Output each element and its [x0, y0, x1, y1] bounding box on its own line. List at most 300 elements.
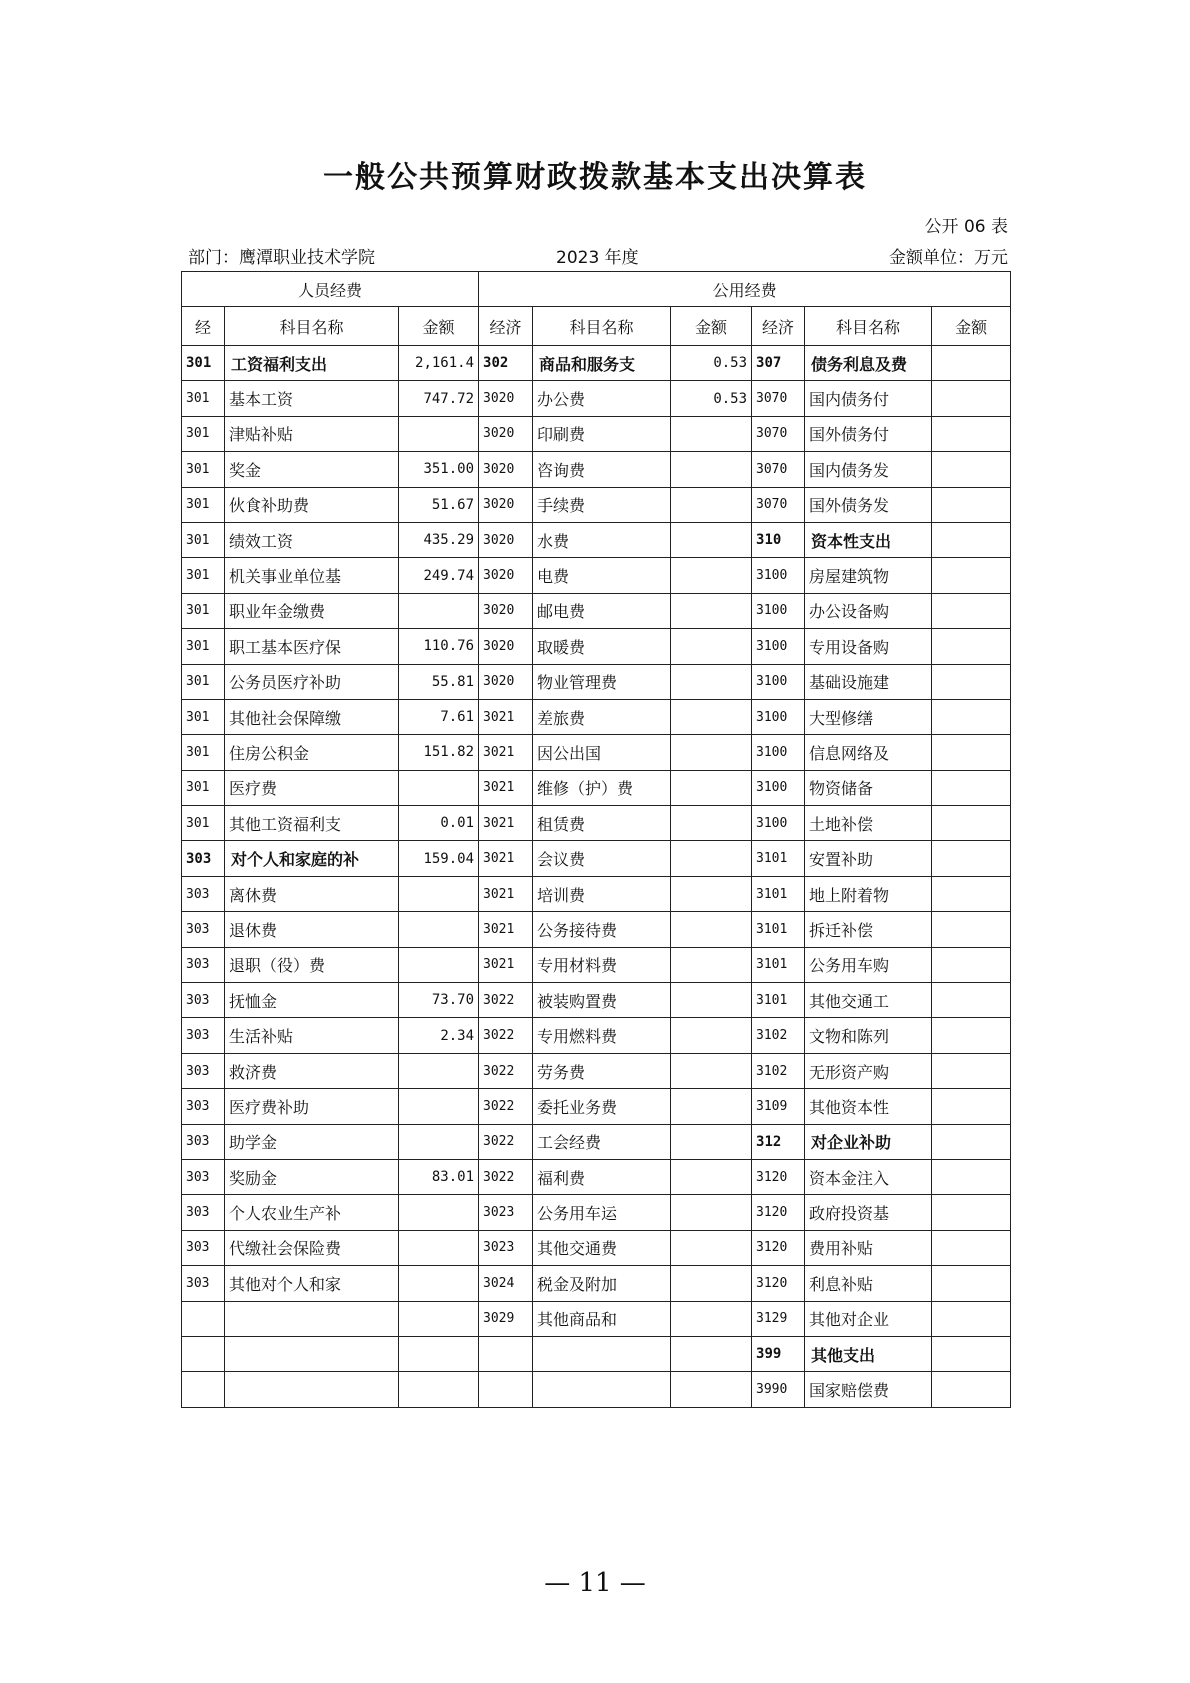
cell-name: 助学金 [225, 1124, 399, 1159]
cell-code: 301 [182, 806, 225, 841]
group-header-personnel: 人员经费 [182, 272, 479, 307]
cell-amount [671, 1336, 752, 1371]
cell-amount [399, 1195, 479, 1230]
cell-amount [932, 664, 1011, 699]
cell-amount [932, 735, 1011, 770]
cell-name: 其他对企业 [805, 1301, 932, 1336]
cell-name: 其他对个人和家 [225, 1266, 399, 1301]
cell-name: 文物和陈列 [805, 1018, 932, 1053]
page-title: 一般公共预算财政拨款基本支出决算表 [323, 160, 867, 195]
cell-name: 生活补贴 [225, 1018, 399, 1053]
cell-name: 基础设施建 [805, 664, 932, 699]
cell-amount [932, 1053, 1011, 1088]
cell-name: 土地补偿 [805, 806, 932, 841]
cell-code [182, 1301, 225, 1336]
cell-amount [671, 841, 752, 876]
table-row [182, 1372, 1011, 1407]
table-row [182, 416, 1011, 451]
cell-amount [399, 947, 479, 982]
cell-code [182, 1372, 225, 1407]
col-header-code: 经 [182, 307, 225, 346]
cell-amount: 73.70 [399, 983, 479, 1018]
cell-code: 3101 [752, 983, 805, 1018]
cell-amount [932, 1266, 1011, 1301]
cell-amount [932, 381, 1011, 416]
cell-name: 大型修缮 [805, 699, 932, 734]
cell-amount: 0.01 [399, 806, 479, 841]
table-row [182, 1301, 1011, 1336]
cell-name: 职业年金缴费 [225, 593, 399, 628]
cell-name: 费用补贴 [805, 1230, 932, 1265]
cell-name: 国外债务发 [805, 487, 932, 522]
cell-code: 3120 [752, 1230, 805, 1265]
table-row [182, 983, 1011, 1018]
col-header-amount: 金额 [671, 307, 752, 346]
cell-amount [399, 770, 479, 805]
cell-amount [932, 876, 1011, 911]
col-header-amount: 金额 [399, 307, 479, 346]
table-row [182, 876, 1011, 911]
cell-amount [932, 947, 1011, 982]
cell-code: 301 [182, 735, 225, 770]
cell-name: 资本性支出 [805, 522, 932, 557]
cell-code: 3101 [752, 947, 805, 982]
cell-amount [671, 1230, 752, 1265]
cell-name: 专用设备购 [805, 629, 932, 664]
cell-name: 医疗费补助 [225, 1089, 399, 1124]
cell-code: 3020 [479, 522, 533, 557]
cell-code: 302 [479, 346, 533, 381]
cell-amount [932, 1195, 1011, 1230]
cell-amount [671, 522, 752, 557]
cell-name: 维修（护）费 [533, 770, 671, 805]
cell-name: 其他交通费 [533, 1230, 671, 1265]
cell-amount: 151.82 [399, 735, 479, 770]
cell-amount [932, 770, 1011, 805]
cell-code: 3020 [479, 558, 533, 593]
cell-amount [932, 629, 1011, 664]
cell-amount [399, 416, 479, 451]
cell-name: 信息网络及 [805, 735, 932, 770]
cell-amount [671, 806, 752, 841]
expenditure-table [181, 271, 1011, 1408]
cell-amount: 2.34 [399, 1018, 479, 1053]
cell-name: 工会经费 [533, 1124, 671, 1159]
cell-name: 专用燃料费 [533, 1018, 671, 1053]
cell-code: 3021 [479, 735, 533, 770]
table-row [182, 1230, 1011, 1265]
cell-name: 物业管理费 [533, 664, 671, 699]
cell-code: 303 [182, 1230, 225, 1265]
cell-amount [399, 1266, 479, 1301]
cell-name: 离休费 [225, 876, 399, 911]
cell-code: 3020 [479, 381, 533, 416]
cell-code: 3100 [752, 664, 805, 699]
cell-name: 国外债务付 [805, 416, 932, 451]
cell-code: 3101 [752, 912, 805, 947]
cell-code: 3021 [479, 841, 533, 876]
cell-name: 手续费 [533, 487, 671, 522]
table-row [182, 1159, 1011, 1194]
cell-amount [671, 1053, 752, 1088]
cell-code: 303 [182, 1159, 225, 1194]
table-code: 公开 06 表 [924, 217, 1008, 237]
cell-code: 3120 [752, 1159, 805, 1194]
cell-code: 3021 [479, 912, 533, 947]
cell-name [225, 1336, 399, 1371]
cell-code: 3022 [479, 1159, 533, 1194]
cell-amount: 7.61 [399, 699, 479, 734]
cell-code: 310 [752, 522, 805, 557]
cell-code: 3022 [479, 1089, 533, 1124]
cell-amount [932, 1372, 1011, 1407]
cell-amount [932, 487, 1011, 522]
cell-name: 退职（役）费 [225, 947, 399, 982]
cell-name: 职工基本医疗保 [225, 629, 399, 664]
cell-amount: 747.72 [399, 381, 479, 416]
cell-amount [671, 1301, 752, 1336]
cell-name: 奖励金 [225, 1159, 399, 1194]
cell-code: 301 [182, 346, 225, 381]
cell-amount [671, 558, 752, 593]
cell-name [225, 1301, 399, 1336]
cell-code: 303 [182, 912, 225, 947]
cell-amount [932, 1230, 1011, 1265]
cell-code: 3020 [479, 593, 533, 628]
cell-code: 3020 [479, 664, 533, 699]
table-row [182, 522, 1011, 557]
cell-amount [671, 629, 752, 664]
cell-code: 3100 [752, 770, 805, 805]
table-row [182, 593, 1011, 628]
cell-code: 303 [182, 841, 225, 876]
cell-code [479, 1336, 533, 1371]
col-header-amount: 金额 [932, 307, 1011, 346]
cell-name: 商品和服务支 [533, 346, 671, 381]
table-row [182, 381, 1011, 416]
cell-code: 301 [182, 487, 225, 522]
cell-amount [932, 522, 1011, 557]
cell-amount [671, 1159, 752, 1194]
cell-amount [932, 1159, 1011, 1194]
cell-code: 303 [182, 1124, 225, 1159]
cell-amount [932, 416, 1011, 451]
cell-name: 差旅费 [533, 699, 671, 734]
cell-amount: 0.53 [671, 381, 752, 416]
cell-code: 3102 [752, 1053, 805, 1088]
cell-name: 劳务费 [533, 1053, 671, 1088]
table-row [182, 629, 1011, 664]
cell-name: 伙食补助费 [225, 487, 399, 522]
cell-code: 307 [752, 346, 805, 381]
cell-amount [932, 912, 1011, 947]
cell-name: 对个人和家庭的补 [225, 841, 399, 876]
cell-code: 3021 [479, 947, 533, 982]
cell-code: 3022 [479, 1053, 533, 1088]
cell-code: 301 [182, 416, 225, 451]
cell-name: 培训费 [533, 876, 671, 911]
cell-name: 国内债务付 [805, 381, 932, 416]
cell-amount [671, 1195, 752, 1230]
cell-code [182, 1336, 225, 1371]
cell-name: 其他支出 [805, 1336, 932, 1371]
cell-code: 301 [182, 593, 225, 628]
cell-name: 利息补贴 [805, 1266, 932, 1301]
cell-name: 对企业补助 [805, 1124, 932, 1159]
cell-code: 3021 [479, 770, 533, 805]
cell-code: 303 [182, 983, 225, 1018]
cell-amount: 351.00 [399, 452, 479, 487]
cell-name: 住房公积金 [225, 735, 399, 770]
cell-amount: 110.76 [399, 629, 479, 664]
cell-name: 医疗费 [225, 770, 399, 805]
cell-amount [399, 1124, 479, 1159]
cell-name [533, 1336, 671, 1371]
table-row [182, 1053, 1011, 1088]
cell-code: 3990 [752, 1372, 805, 1407]
cell-name: 其他工资福利支 [225, 806, 399, 841]
cell-amount [932, 346, 1011, 381]
cell-code: 301 [182, 558, 225, 593]
cell-code: 3070 [752, 487, 805, 522]
cell-amount [399, 1230, 479, 1265]
cell-name: 房屋建筑物 [805, 558, 932, 593]
col-header-code: 经济 [752, 307, 805, 346]
table-row [182, 1195, 1011, 1230]
cell-name: 邮电费 [533, 593, 671, 628]
cell-amount [671, 770, 752, 805]
cell-amount [671, 593, 752, 628]
cell-code: 399 [752, 1336, 805, 1371]
col-header-name: 科目名称 [533, 307, 671, 346]
cell-amount [671, 1089, 752, 1124]
table-row [182, 1124, 1011, 1159]
cell-amount [399, 1301, 479, 1336]
table-row [182, 947, 1011, 982]
cell-code: 301 [182, 699, 225, 734]
cell-code: 303 [182, 1018, 225, 1053]
cell-name [533, 1372, 671, 1407]
cell-code: 3021 [479, 876, 533, 911]
cell-amount [671, 699, 752, 734]
cell-amount [399, 593, 479, 628]
cell-name: 租赁费 [533, 806, 671, 841]
cell-amount [671, 947, 752, 982]
table-row [182, 558, 1011, 593]
cell-name: 奖金 [225, 452, 399, 487]
cell-name: 机关事业单位基 [225, 558, 399, 593]
cell-name: 抚恤金 [225, 983, 399, 1018]
cell-code: 3129 [752, 1301, 805, 1336]
cell-amount [399, 876, 479, 911]
cell-amount [399, 912, 479, 947]
cell-name: 因公出国 [533, 735, 671, 770]
cell-code: 303 [182, 1053, 225, 1088]
cell-code: 3021 [479, 806, 533, 841]
cell-code: 3101 [752, 876, 805, 911]
cell-name: 专用材料费 [533, 947, 671, 982]
cell-code: 3020 [479, 452, 533, 487]
cell-name: 办公设备购 [805, 593, 932, 628]
cell-code: 3100 [752, 806, 805, 841]
cell-code: 303 [182, 876, 225, 911]
cell-amount [671, 416, 752, 451]
cell-name: 拆迁补偿 [805, 912, 932, 947]
cell-amount [932, 1089, 1011, 1124]
cell-name: 被装购置费 [533, 983, 671, 1018]
cell-code: 3102 [752, 1018, 805, 1053]
cell-amount [932, 558, 1011, 593]
cell-amount [671, 983, 752, 1018]
cell-code: 3070 [752, 452, 805, 487]
cell-code: 3020 [479, 416, 533, 451]
cell-code: 301 [182, 522, 225, 557]
col-header-name: 科目名称 [805, 307, 932, 346]
table-row [182, 346, 1011, 381]
cell-name: 代缴社会保险费 [225, 1230, 399, 1265]
cell-code: 3100 [752, 699, 805, 734]
table-row [182, 699, 1011, 734]
cell-name: 水费 [533, 522, 671, 557]
cell-code: 3023 [479, 1195, 533, 1230]
cell-code: 3024 [479, 1266, 533, 1301]
cell-name: 福利费 [533, 1159, 671, 1194]
cell-code: 3109 [752, 1089, 805, 1124]
cell-amount [932, 452, 1011, 487]
cell-amount [671, 876, 752, 911]
col-header-name: 科目名称 [225, 307, 399, 346]
cell-name: 资本金注入 [805, 1159, 932, 1194]
cell-amount [671, 1124, 752, 1159]
cell-code: 3101 [752, 841, 805, 876]
cell-code: 312 [752, 1124, 805, 1159]
cell-code: 3100 [752, 629, 805, 664]
table-row [182, 770, 1011, 805]
cell-amount [671, 487, 752, 522]
cell-name: 救济费 [225, 1053, 399, 1088]
table-row [182, 664, 1011, 699]
cell-amount [932, 1124, 1011, 1159]
cell-amount [932, 806, 1011, 841]
department-label: 部门：鹰潭职业技术学院 [188, 248, 375, 268]
year-label: 2023 年度 [556, 248, 639, 268]
cell-amount [932, 593, 1011, 628]
cell-code: 3120 [752, 1195, 805, 1230]
cell-name: 其他资本性 [805, 1089, 932, 1124]
cell-amount [671, 1372, 752, 1407]
table-row [182, 1089, 1011, 1124]
cell-name: 国家赔偿费 [805, 1372, 932, 1407]
cell-amount [932, 1018, 1011, 1053]
table-row [182, 912, 1011, 947]
cell-code: 3100 [752, 593, 805, 628]
cell-name: 咨询费 [533, 452, 671, 487]
cell-amount [932, 1301, 1011, 1336]
cell-code: 3070 [752, 416, 805, 451]
cell-name: 物资储备 [805, 770, 932, 805]
cell-name: 安置补助 [805, 841, 932, 876]
cell-amount [932, 983, 1011, 1018]
cell-name: 绩效工资 [225, 522, 399, 557]
cell-amount [399, 1089, 479, 1124]
cell-amount: 435.29 [399, 522, 479, 557]
cell-name: 公务员医疗补助 [225, 664, 399, 699]
cell-name: 政府投资基 [805, 1195, 932, 1230]
cell-name: 公务用车运 [533, 1195, 671, 1230]
cell-name: 印刷费 [533, 416, 671, 451]
cell-amount [671, 1266, 752, 1301]
cell-code: 3022 [479, 1018, 533, 1053]
cell-code: 3070 [752, 381, 805, 416]
table-row [182, 841, 1011, 876]
cell-name: 津贴补贴 [225, 416, 399, 451]
cell-name: 国内债务发 [805, 452, 932, 487]
cell-amount [671, 735, 752, 770]
table-row [182, 1336, 1011, 1371]
cell-code: 3021 [479, 699, 533, 734]
cell-amount: 0.53 [671, 346, 752, 381]
cell-name: 公务用车购 [805, 947, 932, 982]
cell-amount [671, 912, 752, 947]
cell-name: 其他交通工 [805, 983, 932, 1018]
cell-code: 3023 [479, 1230, 533, 1265]
page-number: — 11 — [544, 1568, 646, 1598]
cell-code: 3022 [479, 1124, 533, 1159]
amount-unit-label: 金额单位：万元 [889, 248, 1008, 268]
cell-code: 3120 [752, 1266, 805, 1301]
col-header-code: 经济 [479, 307, 533, 346]
cell-code: 3022 [479, 983, 533, 1018]
cell-amount: 2,161.4 [399, 346, 479, 381]
cell-amount: 51.67 [399, 487, 479, 522]
cell-code: 301 [182, 664, 225, 699]
cell-amount: 55.81 [399, 664, 479, 699]
cell-name: 公务接待费 [533, 912, 671, 947]
table-row [182, 487, 1011, 522]
table-row [182, 1018, 1011, 1053]
cell-name: 取暖费 [533, 629, 671, 664]
cell-name: 税金及附加 [533, 1266, 671, 1301]
cell-name: 工资福利支出 [225, 346, 399, 381]
cell-amount [671, 1018, 752, 1053]
cell-code: 3020 [479, 487, 533, 522]
cell-code: 301 [182, 770, 225, 805]
cell-name: 退休费 [225, 912, 399, 947]
cell-code: 303 [182, 1266, 225, 1301]
cell-code: 3100 [752, 558, 805, 593]
cell-name: 委托业务费 [533, 1089, 671, 1124]
group-header-public: 公用经费 [479, 272, 1011, 307]
cell-code: 301 [182, 452, 225, 487]
cell-code: 3100 [752, 735, 805, 770]
cell-name [225, 1372, 399, 1407]
cell-name: 无形资产购 [805, 1053, 932, 1088]
cell-name: 电费 [533, 558, 671, 593]
cell-amount [399, 1336, 479, 1371]
cell-code: 303 [182, 1089, 225, 1124]
cell-name: 债务利息及费 [805, 346, 932, 381]
cell-amount [671, 664, 752, 699]
cell-code: 301 [182, 381, 225, 416]
table-row [182, 1266, 1011, 1301]
cell-name: 基本工资 [225, 381, 399, 416]
cell-amount: 159.04 [399, 841, 479, 876]
cell-code [479, 1372, 533, 1407]
cell-amount [399, 1053, 479, 1088]
cell-amount [932, 1336, 1011, 1371]
cell-name: 其他商品和 [533, 1301, 671, 1336]
cell-code: 3029 [479, 1301, 533, 1336]
